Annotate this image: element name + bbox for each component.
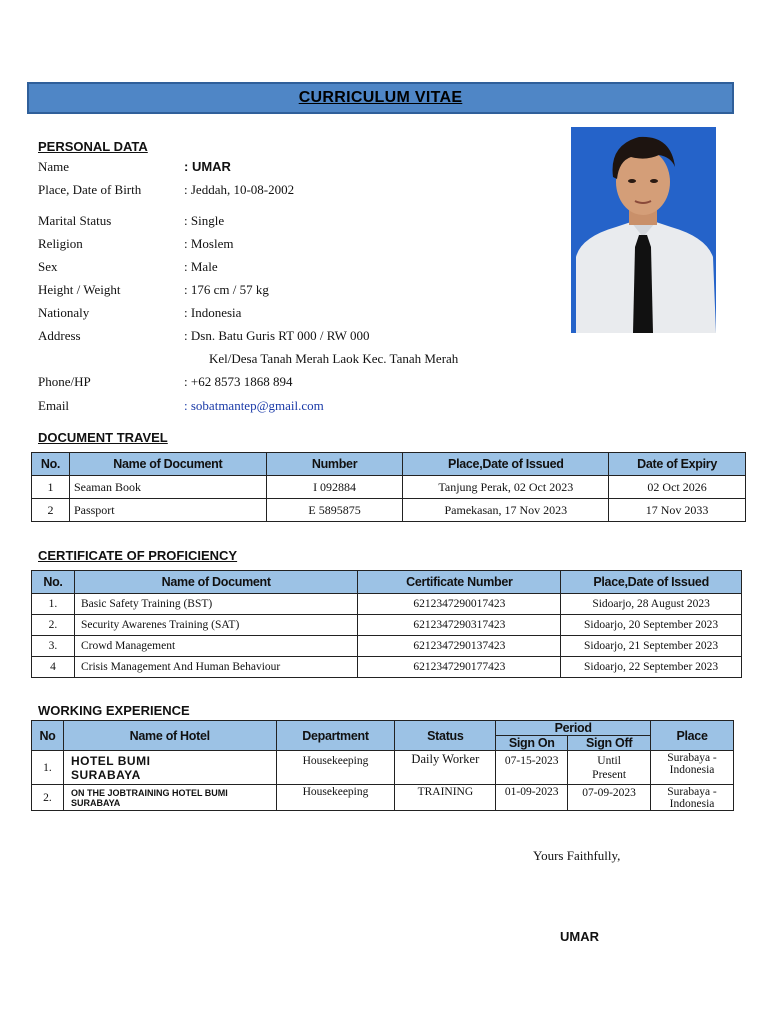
document-travel-heading: DOCUMENT TRAVEL xyxy=(38,430,168,445)
closing-text: Yours Faithfully, xyxy=(533,848,621,863)
working-experience-table xyxy=(31,720,734,811)
profile-photo xyxy=(571,127,716,333)
table-header-row: No. Name of Document Number Place,Date of Issued Date of Expiry xyxy=(32,453,746,476)
table-row: 2 Passport E 5895875 Pamekasan, 17 Nov 2023 17 Nov 2033 xyxy=(32,499,746,522)
personal-data-heading: PERSONAL DATA xyxy=(38,139,148,154)
person-portrait-icon xyxy=(571,127,716,333)
table-row: 2. Security Awarenes Training (SAT) 6212347290317423 Sidoarjo, 20 September 2023 xyxy=(32,615,742,636)
table-header-row: No Name of Hotel Department Status Period Place xyxy=(32,721,734,736)
document-travel-table xyxy=(31,452,746,522)
cv-title-bar xyxy=(27,82,734,114)
working-experience-heading: WORKING EXPERIENCE xyxy=(38,703,190,718)
table-row: 4 Crisis Management And Human Behaviour 6212347290177423 Sidoarjo, 22 September 2023 xyxy=(32,657,742,678)
table-row: 3. Crowd Management 6212347290137423 Sidoarjo, 21 September 2023 xyxy=(32,636,742,657)
table-header-row: No. Name of Document Certificate Number Place,Date of Issued xyxy=(32,571,742,594)
certificate-heading: CERTIFICATE OF PROFICIENCY xyxy=(38,548,238,563)
table-row: 1. HOTEL BUMI SURABAYA Housekeeping Daily Worker 07-15-2023 Until Present Surabaya - Indonesia xyxy=(32,751,734,785)
email-link[interactable]: sobatmantep@gmail.com xyxy=(190,398,324,413)
signature-name: UMAR xyxy=(560,929,599,944)
certificate-table xyxy=(31,570,742,678)
table-row: 1. Basic Safety Training (BST) 6212347290017423 Sidoarjo, 28 August 2023 xyxy=(32,594,742,615)
table-row: 2. ON THE JOBTRAINING HOTEL BUMI SURABAYA Housekeeping TRAINING 01-09-2023 07-09-2023 Surabaya - Indonesia xyxy=(32,785,734,811)
table-subheader-row: Sign On Sign Off xyxy=(32,736,734,751)
cv-title: CURRICULUM VITAE xyxy=(298,89,463,106)
table-row: 1 Seaman Book I 092884 Tanjung Perak, 02 Oct 2023 02 Oct 2026 xyxy=(32,476,746,499)
